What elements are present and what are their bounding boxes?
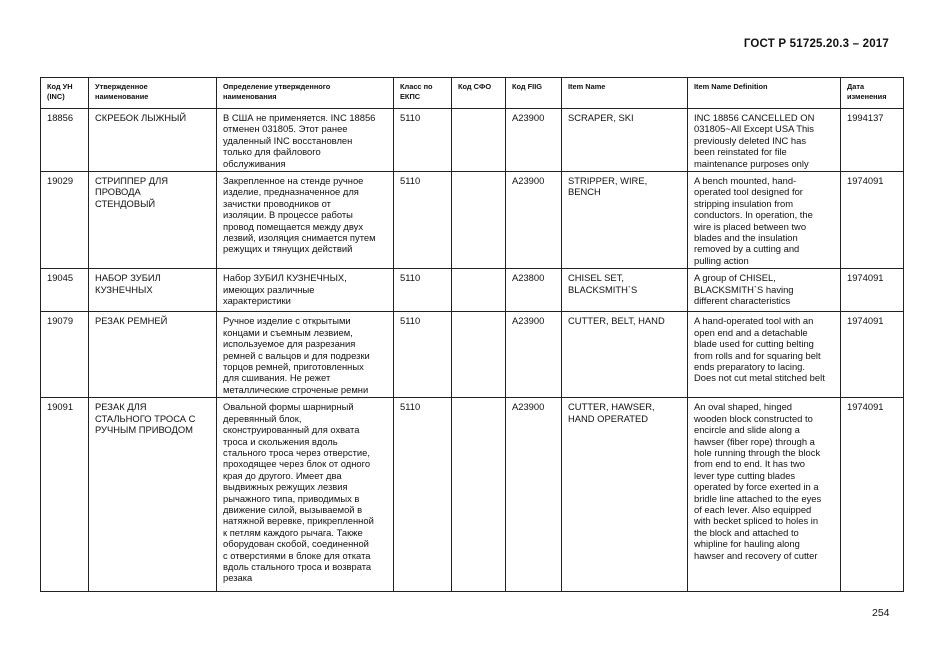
- table-row: [41, 398, 904, 592]
- cell-fiig-code: A23900: [506, 312, 562, 398]
- cell-item-name: STRIPPER, WIRE, BENCH: [562, 172, 688, 269]
- cell-inc-code: 19091: [41, 398, 89, 592]
- cell-item-definition: A group of CHISEL, BLACKSMITH`S having different characteristics: [688, 269, 841, 312]
- cell-item-name: SCRAPER, SKI: [562, 109, 688, 172]
- cell-definition: Закрепленное на стенде ручное изделие, предназначенное для зачистки проводников от изоляции. В процессе работы провод помещается между двух лезвий, изоляция снимается путем режущих и тянущих действий: [217, 172, 394, 269]
- cell-item-definition: An oval shaped, hinged wooden block constructed to encircle and slide along a hawser (fiber rope) through a hole running through the block from end to end. It has two lever type cutting blades operated by force exerted in a bridle line attached to the eyes of each lever. Also equipped with becket spliced to holes in the block and attached to whipline for hauling along hawser and recovery of cutter: [688, 398, 841, 592]
- table-row: [41, 269, 904, 312]
- cell-change-date: 1974091: [841, 398, 904, 592]
- cell-sfo-code: [452, 172, 506, 269]
- cell-fiig-code: A23900: [506, 172, 562, 269]
- cell-definition: Овальной формы шарнирный деревянный блок, сконструированный для охвата троса и скольжения вдоль стального троса через отверстие, проходящее через блок от одного края до другого. Имеет два выдвижных режущих лезвия рычажного типа, приводимых в движение силой, вызываемой в натяжной веревке, прикрепленной к петлям каждого рычага. Также оборудован скобой, соединенной с отверстиями в блоке для отката вдоль стального троса и возврата резака: [217, 398, 394, 592]
- cell-item-definition: A bench mounted, hand- operated tool designed for stripping insulation from conductors. In operation, the wire is placed between two blades and the insulation removed by a cutting and pulling action: [688, 172, 841, 269]
- cell-ekps-class: 5110: [394, 312, 452, 398]
- cell-change-date: 1974091: [841, 312, 904, 398]
- page-number: 254: [872, 607, 890, 619]
- cell-approved-name: НАБОР ЗУБИЛ КУЗНЕЧНЫХ: [89, 269, 217, 312]
- document-standard-header: ГОСТ Р 51725.20.3 – 2017: [743, 38, 889, 50]
- cell-sfo-code: [452, 312, 506, 398]
- cell-ekps-class: 5110: [394, 172, 452, 269]
- header-change-date: Дата изменения: [841, 78, 904, 109]
- cell-definition: Набор ЗУБИЛ КУЗНЕЧНЫХ, имеющих различные характеристики: [217, 269, 394, 312]
- cell-sfo-code: [452, 398, 506, 592]
- cell-approved-name: РЕЗАК РЕМНЕЙ: [89, 312, 217, 398]
- cell-fiig-code: A23900: [506, 109, 562, 172]
- item-registry-table: [40, 77, 904, 592]
- cell-item-name: CUTTER, HAWSER, HAND OPERATED: [562, 398, 688, 592]
- cell-sfo-code: [452, 269, 506, 312]
- cell-sfo-code: [452, 109, 506, 172]
- cell-definition: В США не применяется. INC 18856 отменен 031805. Этот ранее удаленный INC восстановлен только для файлового обслуживания: [217, 109, 394, 172]
- cell-ekps-class: 5110: [394, 109, 452, 172]
- cell-item-name: CHISEL SET, BLACKSMITH`S: [562, 269, 688, 312]
- cell-approved-name: РЕЗАК ДЛЯ СТАЛЬНОГО ТРОСА С РУЧНЫМ ПРИВОДОМ: [89, 398, 217, 592]
- header-item-name-definition: Item Name Definition: [688, 78, 841, 109]
- table-header-row: [41, 78, 904, 109]
- table-row: [41, 312, 904, 398]
- cell-inc-code: 19045: [41, 269, 89, 312]
- cell-fiig-code: A23800: [506, 269, 562, 312]
- cell-inc-code: 19029: [41, 172, 89, 269]
- header-approved-name-definition: Определение утвержденного наименования: [217, 78, 394, 109]
- table-row: [41, 172, 904, 269]
- header-ekps-class: Класс по ЕКПС: [394, 78, 452, 109]
- header-sfo-code: Код СФО: [452, 78, 506, 109]
- cell-ekps-class: 5110: [394, 398, 452, 592]
- cell-item-name: CUTTER, BELT, HAND: [562, 312, 688, 398]
- cell-change-date: 1974091: [841, 172, 904, 269]
- cell-change-date: 1974091: [841, 269, 904, 312]
- header-inc-code: Код УН (INC): [41, 78, 89, 109]
- header-approved-name: Утвержденное наименование: [89, 78, 217, 109]
- cell-fiig-code: A23900: [506, 398, 562, 592]
- cell-inc-code: 19079: [41, 312, 89, 398]
- header-item-name: Item Name: [562, 78, 688, 109]
- cell-approved-name: СТРИППЕР ДЛЯ ПРОВОДА СТЕНДОВЫЙ: [89, 172, 217, 269]
- cell-item-definition: A hand-operated tool with an open end and a detachable blade used for cutting belting from rolls and for squaring belt ends preparatory to lacing. Does not cut metal stitched belt: [688, 312, 841, 398]
- header-fiig-code: Код FIIG: [506, 78, 562, 109]
- cell-change-date: 1994137: [841, 109, 904, 172]
- cell-ekps-class: 5110: [394, 269, 452, 312]
- cell-item-definition: INC 18856 CANCELLED ON 031805~All Except USA This previously deleted INC has been reinstated for file maintenance purposes only: [688, 109, 841, 172]
- cell-inc-code: 18856: [41, 109, 89, 172]
- table-row: [41, 109, 904, 172]
- cell-definition: Ручное изделие с открытыми концами и съемным лезвием, используемое для разрезания ремней с вальцов и для подрезки торцов ремней, приготовленных для сшивания. Не режет металлические строченые ремни: [217, 312, 394, 398]
- cell-approved-name: СКРЕБОК ЛЫЖНЫЙ: [89, 109, 217, 172]
